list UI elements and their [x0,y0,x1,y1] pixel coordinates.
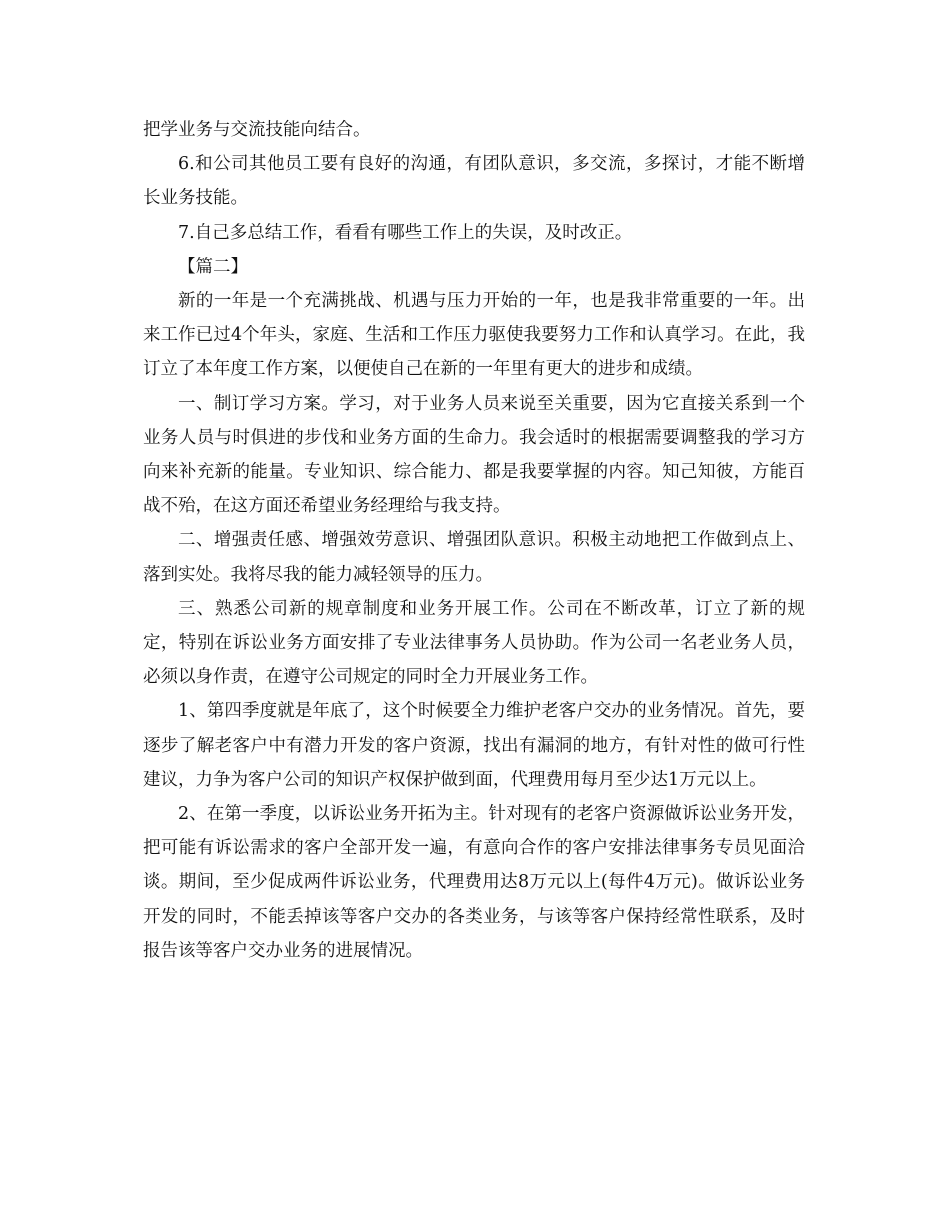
paragraph-item-7: 7.自己多总结工作，看看有哪些工作上的失误，及时改正。 [178,222,633,243]
paragraph-continuation: 把学业务与交流技能向结合。 [143,120,371,140]
paragraph-item-6: 6.和公司其他员工要有良好的沟通，有团队意识，多交流，多探讨，才能不断增长业务技能。 [143,154,805,209]
paragraph-subpoint-1: 1、第四季度就是年底了，这个时候要全力维护老客户交办的业务情况。首先，要逐步了解老客户中有潜力开发的客户资源，找出有漏洞的地方，有针对性的做可行性建议，力争为客户公司的知识产权保护做到面，代理费用每月至少达1万元以上。 [143,701,805,790]
document-body [143,113,805,968]
section-heading: 【篇二】 [178,256,248,277]
paragraph-point-1: 一、制订学习方案。学习，对于业务人员来说至关重要，因为它直接关系到一个业务人员与时俱进的步伐和业务方面的生命力。我会适时的根据需要调整我的学习方向来补充新的能量。专业知识、综合能力、都是我要掌握的内容。知己知彼，方能百战不殆，在这方面还希望业务经理给与我支持。 [143,393,805,517]
paragraph-subpoint-2: 2、在第一季度，以诉讼业务开拓为主。针对现有的老客户资源做诉讼业务开发，把可能有诉讼需求的客户全部开发一遍，有意向合作的客户安排法律事务专员见面洽谈。期间，至少促成两件诉讼业务，代理费用达8万元以上(每件4万元)。做诉讼业务开发的同时，不能丢掉该等客户交办的各类业务，与该等客户保持经常性联系，及时报告该等客户交办业务的进展情况。 [143,804,805,961]
paragraph-point-3: 三、熟悉公司新的规章制度和业务开展工作。公司在不断改革，订立了新的规定，特别在诉讼业务方面安排了专业法律事务人员协助。作为公司一名老业务人员，必须以身作责，在遵守公司规定的同时全力开展业务工作。 [143,598,805,688]
paragraph-intro: 新的一年是一个充满挑战、机遇与压力开始的一年，也是我非常重要的一年。出来工作已过4个年头，家庭、生活和工作压力驱使我要努力工作和认真学习。在此，我订立了本年度工作方案，以便使自己在新的一年里有更大的进步和成绩。 [143,291,805,380]
paragraph-point-2: 二、增强责任感、增强效劳意识、增强团队意识。积极主动地把工作做到点上、落到实处。我将尽我的能力减轻领导的压力。 [143,530,805,585]
